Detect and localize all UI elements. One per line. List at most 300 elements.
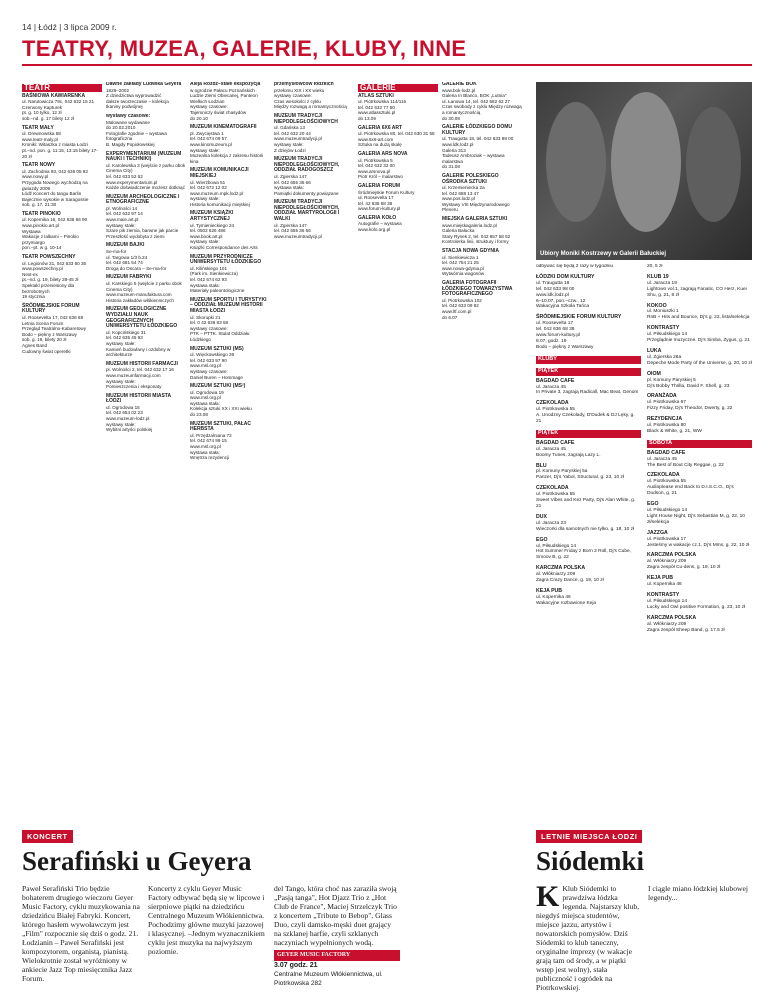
listing-entry [22, 212, 102, 251]
listing-entry [190, 125, 270, 164]
club-line: Dj's Bobby Thrilla, David F. Shell, g. 23 [647, 383, 730, 389]
club-name: BAGDAD CAFE [536, 439, 575, 446]
listing-entry [274, 200, 354, 239]
club-entry [536, 379, 641, 397]
club-entry [536, 589, 641, 607]
entry-line: pl. Zwycięstwa 1 [190, 130, 224, 136]
club-name: ŚRÓDMIEJSKIE FORUM KULTURY [536, 314, 622, 321]
club-line: 8.07, godz. 19 [536, 338, 567, 344]
entry-name: GALERIE ŁÓDZKIEGO DOMU KULTURY [442, 124, 512, 136]
summer-article [536, 826, 752, 992]
club-entry [647, 394, 752, 412]
section-heading: TEATR [22, 84, 102, 92]
page-header [22, 22, 752, 66]
day-heading: KLUBY [536, 356, 641, 364]
entry-line: ul. Ogrodowa 15 [106, 404, 140, 410]
entry-name: GALERIA 6X6 ART [358, 124, 403, 131]
entry-line: pl. Wolności 2, tel. 042 632 17 16 [106, 367, 174, 373]
entry-line: tel. 42 636 68 38 [358, 200, 393, 206]
entry-line: Bodo – piękny z Warszawy [22, 331, 77, 337]
club-line: The Best of Bout City Reggae, g. 22 [647, 462, 724, 468]
club-line: Lucky and Owl positive Formation, g. 23, 10 zł [647, 604, 746, 610]
entry-line: Wytwórnia wagonów [442, 271, 485, 277]
day-heading: PIĄTEK [536, 368, 641, 376]
listing-entry [190, 82, 270, 121]
entry-line: Wystawa [22, 228, 41, 234]
entry-line: Galeria In Blanco, BOK „Lutnia" [442, 93, 507, 99]
club-line: 6–10.07, pon.–czw., 12 [536, 298, 586, 304]
club-name: BAGDAD CAFE [647, 449, 686, 456]
club-line: odbywać się będą 2 razy w tygodniu [536, 264, 614, 269]
entry-line: tel. 042 681 54 74 [106, 260, 143, 266]
entry-line: www.ldk.lodz.pl [442, 141, 474, 147]
photo-caption: Ubiory Moniki Kostrzewy w Galerii Bałuckiej [540, 251, 667, 257]
club-line: Depeche Mode Party of the Universe, g. 20, 10 zł [647, 360, 752, 366]
day-heading: PIĄTEK [536, 430, 641, 438]
entry-line: Z dziejów Łodzi [274, 147, 306, 153]
entry-line: Se-ma-for [106, 249, 127, 255]
club-entry [647, 275, 752, 299]
entry-name: ATLAS SZTUKI [358, 92, 394, 99]
listing-entry [358, 216, 438, 233]
entry-line: ul. Roosevelta 17 [358, 195, 394, 201]
listing-entry [106, 152, 186, 191]
club-line: ul. Jaracza 45 [536, 446, 566, 452]
club-name: REZYDENCJA [647, 416, 683, 423]
entry-line: Galeria Bałucka [442, 228, 475, 234]
entry-line: ul. Traugutta 18, tel. 042 633 98 00 [442, 136, 514, 142]
entry-line: pt.–nd. g. 19, bilety 28-45 zł [22, 277, 79, 283]
club-line: www.forum-kultury.pl [536, 333, 581, 339]
entry-line: www.forum-kultury.pl [358, 206, 401, 212]
entry-line: Kontrolerka linii, struktury i formy [442, 239, 509, 245]
listing-entry [442, 174, 522, 213]
club-line: ul. Moniuszki 1 [647, 309, 679, 315]
entry-line: ul. Krzemieniecka 2a [442, 185, 485, 191]
entry-line: Pamiątki dokumenty powiązane [274, 190, 339, 196]
listing-entry [274, 157, 354, 196]
entry-line: do 30.08 [442, 115, 460, 121]
entry-line: www.arsnova.pl [358, 168, 391, 174]
entry-name: GALERIE BOK [442, 82, 477, 87]
entry-line: www.muzeumfarmacji.com [106, 372, 161, 378]
listing-entry [190, 255, 270, 294]
entry-line: Historia komunikacji miejskiej [190, 201, 250, 207]
club-line: Light House Night, Dj's Sebastian M, g. 22, 10 zł/selekcja [647, 513, 745, 525]
entry-name: TEATR MAŁY [22, 124, 54, 131]
club-name: CZEKOLADA [536, 400, 569, 407]
listing-entry [442, 82, 522, 121]
listing-column [442, 82, 522, 822]
entry-line: wystawy stałe: [106, 340, 136, 346]
entry-line: tel. 0 42 636 83 58 [190, 320, 229, 326]
entry-name: TEATR POWSZECHNY [22, 254, 76, 261]
club-entry [647, 417, 752, 435]
club-line: ul. Traugutta 18 [536, 280, 570, 286]
entry-line: przełomu XIX i XX wieku [274, 87, 325, 93]
entry-line: ul. Kopcińskiego 31 [106, 329, 146, 335]
entry-line: Wybitni artyści polskiej [106, 427, 153, 433]
listing-entry [358, 126, 438, 148]
listing-entry [190, 211, 270, 250]
entry-line: Stary Rynek 2, tel. 042 657 58 52 [442, 233, 511, 239]
club-entry [536, 401, 641, 425]
entry-line: ul. Piotrkowska 102 [442, 297, 482, 303]
entry-line: pon.–pt. w g. 10-14 [22, 245, 62, 251]
entry-line: ul. Sienkiewicza 1 [442, 254, 479, 260]
entry-line: 19 stycznia [22, 294, 45, 300]
entry-line: do 13.09 [358, 115, 376, 121]
club-name: CZEKOLADA [647, 472, 680, 479]
entry-line: www.msl.org.pl [190, 395, 221, 401]
entry-line: ul. Piotrkowska 5 [358, 157, 393, 163]
listing-entry [22, 163, 102, 208]
entry-line: www.muzeum-lodz.pl [106, 416, 150, 422]
section-heading: GALERIE [358, 84, 438, 92]
club-line: Zagra zespół Cu-dens, g. 19, 10 zł [647, 565, 721, 571]
entry-name: MUZEUM SZTUKI (MS) [190, 345, 244, 352]
entry-name: MUZEUM SZTUKI, PAŁAC HERBSTA [190, 420, 252, 433]
entry-line: pt.–nd. pon. g. 11:15, 13:15 bilety 17-20 zł [22, 147, 98, 159]
clubs-column-right [647, 264, 752, 816]
summer-dropcap: K [536, 884, 560, 913]
entry-line: www.experymentarium.pl [106, 179, 158, 185]
entry-line: tel. 042 672 12 02 [190, 185, 227, 191]
entry-name: GALERIE POLESKIEGO OŚRODKA SZTUKI [442, 172, 499, 185]
club-entry [647, 304, 752, 322]
club-line: ul. Jaracza 19 [647, 280, 677, 286]
summer-column-2: I ciągle miano łódzkiej klubowej legendy... [648, 884, 748, 902]
club-line: ul. Roosevelta 17 [536, 321, 574, 327]
concert-info-date: 3.07 godz. 21 [274, 962, 318, 969]
entry-line: www.kinomuzeum.pl [190, 141, 232, 147]
club-name: ORANŻADA [647, 393, 677, 400]
entry-name: MUZEUM ARCHEOLOGICZNE I ETNOGRAFICZNE [106, 193, 180, 206]
entry-line: ul. Zgierska 147 [274, 173, 307, 179]
club-entry [647, 616, 752, 634]
club-entry [536, 464, 641, 482]
entry-line: Czerwony Kapturek [22, 104, 63, 110]
entry-line: dalsze tworzeczasie – kolekcja [106, 98, 169, 104]
entry-line: ul. Karskiego 5 (wejście z parku obok Cinema City) [106, 281, 182, 292]
entry-name: MUZEUM SZTUKI (MS²) [190, 383, 246, 390]
club-name: CZEKOLADA [536, 485, 569, 492]
entry-line: ul. Przędzalniana 72 [190, 432, 232, 438]
entry-line: www.pos.lodz.pl [442, 196, 475, 202]
listing-entry [358, 152, 438, 180]
club-entry [647, 576, 752, 588]
listing-column [106, 82, 186, 822]
day-heading: SOBOTA [647, 440, 752, 448]
entry-line: Bajecznie wysokie w Saragossie [22, 196, 89, 202]
club-line: ul. Piłsudskiego 14 [647, 508, 687, 513]
club-name: BAGDAD CAFE [536, 377, 575, 384]
entry-line: wystawy stałe: [106, 222, 136, 228]
listing-entry [442, 249, 522, 277]
club-entry [647, 451, 752, 469]
entry-line: ul. Roosevelta 17, 042 636 68 [22, 314, 84, 320]
club-line: al. Włókniarzy 209 [647, 559, 687, 565]
club-line: 20, 5 zł [647, 264, 663, 269]
entry-name: MUZEUM TRADYCJI NIEPODLEGŁOŚCIOWYCH, ODDZIAŁ MARTYROLOGII I WALKI [274, 199, 340, 223]
entry-name: MIEJSKA GALERIA SZTUKI [442, 216, 508, 223]
entry-name: przemysłowców łódzkich [274, 82, 334, 87]
entry-name: MUZEUM KINEMATOGRAFII [190, 124, 257, 131]
listing-column [190, 82, 270, 822]
entry-line: Przygoda Nowego wychodzą na gwiazdy 2009 [22, 179, 88, 191]
entry-line: ul. Zachodnia 93, 042 636 05 92 [22, 168, 88, 174]
entry-line: tel. 042 633 52 62 [106, 173, 143, 179]
entry-line: www.kolo.org.pl [358, 227, 391, 233]
entry-name: Aleja Rozdz–stałe ekspozycja [190, 82, 261, 87]
listing-entry [190, 347, 270, 381]
entry-line: Pomieszczenia i eksponaty [106, 384, 162, 390]
club-name: DUX [536, 513, 547, 520]
listing-entry [106, 362, 186, 390]
club-name: KONTRASTY [647, 591, 680, 598]
club-name: BLU [536, 462, 547, 469]
entry-line: ul. Kopernika 16, 042 636 66 90 [22, 217, 88, 223]
entry-line: ul. Kilińskiego 101 [190, 265, 228, 271]
entry-line: do 20.10 [190, 115, 208, 121]
summer-text-1: Klub Siódemki to prawdziwa łódzka legenda. Najstarszy klub, niegdyś miejsca studentów, miejsce jazzu, artystów i nowatorskich pomysłów. Dziś Siódemki to klub taneczny, oryginalne imprezy (w wakacje grają tam od środy, a w piątki wstęp jest wolny), stała publiczność i ogródek na Piotrkowskiej. [536, 884, 640, 992]
entry-line: Kroniki: Witaszka z miasta Łodzi [22, 142, 88, 148]
club-entry [647, 372, 752, 390]
listing-entry [106, 275, 186, 303]
entry-line: wystawy czasowe: [274, 93, 312, 99]
club-line: Sweet Vibes and Kez Party, Dj's Alan White, g. 21 [536, 498, 636, 509]
entry-line: Spektakl przeniesiony dla bezrobotnych [22, 283, 75, 294]
listings-grid [22, 82, 530, 822]
listing-column [274, 82, 354, 822]
listing-entry [106, 243, 186, 271]
entry-line: tel. 042 688 13 47 [442, 190, 479, 196]
club-name: EGO [647, 501, 659, 508]
entry-line: ul. Łanowa 14, tel. 042 682 62 27 [442, 98, 510, 104]
entry-line: Historia zakładów włókienniczych [106, 297, 174, 303]
listing-entry [274, 114, 354, 153]
entry-line: tel. 042 633 09 82 [442, 303, 479, 309]
entry-line: Agnes Band [22, 342, 48, 348]
entry-line: Wakacje z lalkami – Pinokio przymiargo [22, 234, 79, 245]
entry-line: do 6.07 [442, 314, 458, 320]
entry-name: MUZEUM BAJKI [106, 242, 145, 249]
entry-line: Wnętrza rezydencji [190, 455, 230, 461]
entry-line: tel. 042 674 99 15 [190, 438, 227, 444]
entry-line: tel. 0502 626 486 [190, 228, 226, 234]
entry-line: pl. Wolności 14 [106, 205, 138, 211]
listing-entry [106, 307, 186, 357]
club-line: Hot Summer Friday z Born 2 Roll, Dj's Cube, Smoov B, g. 22 [536, 549, 632, 561]
entry-line: Z dziedzictwa wyprowadzić [106, 93, 162, 99]
entry-line: tel. 042 654 02 23 [106, 410, 143, 416]
entry-line: sob. g. 17, 21:30 [22, 202, 57, 208]
concert-column-2: Koncerty z cyklu Geyer Music Factory odbywać będą się w lipcowe i sierpniowe piątki na dziedzińcu Centralnego Muzeum Włókiennictwa. Pochodzimy główne muzyki jazzowej i klasycznej. –Jednym wyznacznikiem cyklu jest muzyka na najwyższym poziomie. [148, 884, 265, 956]
club-entry [647, 593, 752, 611]
entry-line: www.6x6-art.com [358, 136, 394, 142]
entry-line: Czas swobody z cyklu Między rozwagą a romantycznością [442, 104, 522, 115]
entry-line: Malowane wydawane [106, 119, 150, 125]
entry-line: ul. Ogrodowa 19 [190, 389, 224, 395]
entry-line: Tadeusz Ambroziak – wystawa malarstwa [442, 153, 505, 164]
listing-entry [106, 394, 186, 433]
entry-name: Dawne zakłady Ludwika Geyera [106, 82, 182, 87]
club-name: LUKA [647, 347, 662, 354]
entry-line: Przeszłość wydobyta z ziemi [106, 233, 165, 239]
concert-column-1: Paweł Serafiński Trio będzie bohaterem drugiego wieczoru Geyer Music Factory, cyklu muzykowania na dziedzińcu Białej Fabryki. Koncert, którego hasłem wywoławczym jest „Film" rozpocznie się dziś o godz. 21. Łodzianin – Paweł Serafiński jest kompozytorem, organistą, pianistą. Wielokrotnie został wyróżniony w ankiecie Jazz Top miesięcznika Jazz Forum. [22, 884, 140, 983]
entry-name: BAŚNIOWA KAWIARENKA [22, 92, 86, 99]
club-line: Przeglądnie muzyczne. Dj's Simba, Zygus, g. 21 [647, 338, 750, 344]
entry-line: wystawa stała: [190, 282, 220, 288]
entry-line: do 31.08 [442, 164, 460, 170]
listing-entry [22, 255, 102, 300]
entry-line: tel. 042 754 21 25 [442, 260, 479, 266]
entry-line: www.miejskagaleria.lodz.pl [442, 222, 497, 228]
entry-line: wystawy stałe: [190, 196, 220, 202]
entry-line: www.msl.org.pl [190, 363, 221, 369]
entry-name: MUZEUM HISTORII MIASTA ŁODZI [106, 392, 171, 405]
entry-line: Letnia Scena Forum [22, 320, 64, 326]
entry-line: www.nowa-gdynia.pl [442, 265, 484, 271]
listing-entry [106, 195, 186, 240]
entry-line: Sztuka na dużą skalę [358, 142, 402, 148]
entry-line: sob. g. 19, bilety 20 zł [22, 337, 67, 343]
club-line: al. Włókniarzy 209 [647, 621, 687, 627]
entry-line: Łódź Koncert do tangu Barlin [22, 191, 82, 197]
club-entry [536, 264, 641, 270]
entry-line: Autografie – wystawa [358, 221, 402, 227]
entry-line: Muzealna kolekcja z zakresu historii kina [190, 153, 264, 164]
entry-name: ŚRÓDMIEJSKIE FORUM KULTURY [22, 302, 80, 315]
concert-info-badge: GEYER MUSIC FACTORY [274, 950, 400, 961]
club-line: Fizzy Friday, Dj's Theodor, Dwerty, g. 22 [647, 406, 733, 412]
entry-line: Kamień budowlany i ozdobny w architekturze [106, 346, 171, 358]
entry-line: tel. 042 632 32 00 [358, 163, 395, 169]
club-line: Audioplease end Back to D.I.S.C.O., Dj's Dudson, g. 21 [647, 485, 734, 497]
entry-line: tel. 042 655 36 66 [274, 228, 311, 234]
entry-line: ul. Wierzbowa 51 [190, 179, 226, 185]
club-line: pl. Komuny Paryskiej 5a [536, 469, 588, 475]
entry-line: Cudowny świat operetki [22, 348, 71, 354]
listing-entry [190, 384, 270, 418]
entry-line: www.book.art.pl [190, 233, 223, 239]
club-line: ul. Piotrkowska 67 [647, 400, 686, 406]
listing-entry [358, 94, 438, 122]
entry-line: tel. 042 632 97 14 [106, 211, 143, 217]
entry-line: www.teatr-maly.pl [22, 136, 58, 142]
entry-line: ul. Gdańska 13 [274, 125, 305, 131]
entry-line: www.powszechny.pl [22, 266, 63, 272]
club-name: KONTRASTY [647, 325, 680, 332]
listing-entry [442, 281, 522, 320]
entry-line: Wystawy VIII Międzynarodowego Pleneru [442, 201, 510, 213]
club-line: ul. Piłsudskiego 14 [647, 598, 687, 604]
listing-entry [358, 184, 438, 212]
entry-line: wystawy stałe: [106, 378, 136, 384]
entry-name: MUZEUM TRADYCJI NIEPODLEGŁOŚCIOWYCH, ODDZIAŁ RADOGOSZCZ [274, 156, 340, 174]
club-line: Wakacyjne rozbawione Keja [536, 600, 597, 606]
entry-line: do 20.02.2010 [106, 125, 136, 131]
club-name: KEJA PUB [647, 575, 674, 582]
page-info: 14 | Łódź | 3 lipca 2009 r. [22, 22, 117, 32]
entry-line: 1828–2002 [106, 87, 129, 93]
club-line: ul. Piotrkowska 17 [647, 536, 686, 542]
club-line: ul. Piotrkowska 55 [536, 407, 575, 413]
entry-name: EXPERYMENTARIUM (MUZEUM NAUKI I TECHNIKI) [106, 150, 182, 163]
club-line: ul. Jaracza 45 [536, 384, 566, 390]
entry-line: wystawy stałe: [190, 239, 220, 245]
listing-entry [190, 422, 270, 461]
club-line: Zagra Crazy Dance, g. 19, 10 zł [536, 578, 604, 584]
summer-column-1 [536, 884, 640, 992]
entry-line: Każde doświadczenie możesz dotknąć [106, 185, 185, 191]
club-name: EGO [536, 536, 548, 543]
club-line: In Private 3, zagrają Radicall, Mac Beat, Genom [536, 390, 639, 396]
listing-column [22, 82, 102, 822]
entry-line: B. Magdy Popiołowskiej [106, 141, 155, 147]
club-line: Wakacyjna Szkoła Tańca [536, 304, 590, 310]
club-entry [647, 264, 752, 270]
entry-line: tel. 042 632 77 50 [358, 104, 395, 110]
club-entry [647, 326, 752, 344]
entry-line: Galeria 313 [442, 147, 466, 153]
listing-entry [22, 126, 102, 160]
club-entry [536, 538, 641, 562]
listing-entry [442, 217, 522, 245]
club-entry [647, 473, 752, 497]
club-name: KLUB 19 [647, 273, 669, 280]
concert-badge: KONCERT [22, 830, 73, 843]
entry-name: MUZEUM HISTORII FARMACJI [106, 360, 178, 367]
entry-name: GALERIA FOTOGRAFII ŁÓDZKIEGO TOWARZYSTWA FOTOGRAFICZNEGO [442, 280, 513, 298]
club-entry [536, 315, 641, 350]
entry-name: MUZEUM FABRYKI [106, 274, 152, 281]
club-entry [536, 515, 641, 533]
entry-name: MUZEUM PRZYRODNICZE UNIWERSYTETU ŁÓDZKIEGO [190, 253, 262, 266]
page-title: TEATRY, MUZEA, GALERIE, KLUBY, INNE [22, 36, 752, 66]
entry-line: tel. 042 674 09 57 [190, 136, 227, 142]
entry-line: Między rozwagą a romantycznością [274, 104, 347, 110]
entry-line: www.maie.art.pl [106, 217, 139, 223]
club-line: ul. Piłsudskiego 14 [647, 332, 687, 338]
entry-line: Fotografie zgodnie – wystawa fotograficzna [106, 130, 167, 142]
entry-line: wystawy stałe: [274, 141, 304, 147]
club-line: tel. 042 636 68 38 [536, 327, 575, 333]
listing-entry [274, 82, 354, 110]
club-line: ul. Piotrkowska 55 [536, 492, 575, 498]
entry-line: wystawa stała: [190, 449, 220, 455]
entry-name: TEATR PINOKIO [22, 210, 61, 217]
entry-line: ul. Drewnowska 58 [22, 131, 61, 137]
club-entry [647, 531, 752, 549]
entry-line: www.nowy.pl [22, 174, 49, 180]
entry-line: Drogą do Oscara – Se-ma-for [106, 265, 167, 271]
club-line: Lightowo vol.1, zagrają Fanatic, CO Herz, Kuei Shu, g. 21, 8 zł [647, 286, 747, 298]
entry-line: Śródmiejskie Forum Kultury [358, 189, 415, 195]
entry-name: MUZEUM KSIĄŻKI ARTYSTYCZNEJ [190, 210, 234, 223]
entry-line: tkaniny podwójnej [106, 104, 143, 110]
entry-line: ul. Legionów 21, 042 633 60 36 [22, 260, 87, 266]
right-panel [536, 82, 752, 822]
listing-column [358, 82, 438, 822]
listing-entry [22, 94, 102, 122]
entry-line: www.atlassztuki.pl [358, 110, 396, 116]
club-line: ul. Zgierska 26a [647, 354, 682, 360]
entry-name: MUZEUM SPORTU I TURYSTYKI – ODDZIAŁ MUZEUM HISTORII MIASTA ŁODZI [190, 296, 267, 314]
entry-name: GALERIA ARS NOVA [358, 150, 408, 157]
club-entry [536, 566, 641, 584]
entry-line: wystawy czasowe: [190, 368, 228, 374]
